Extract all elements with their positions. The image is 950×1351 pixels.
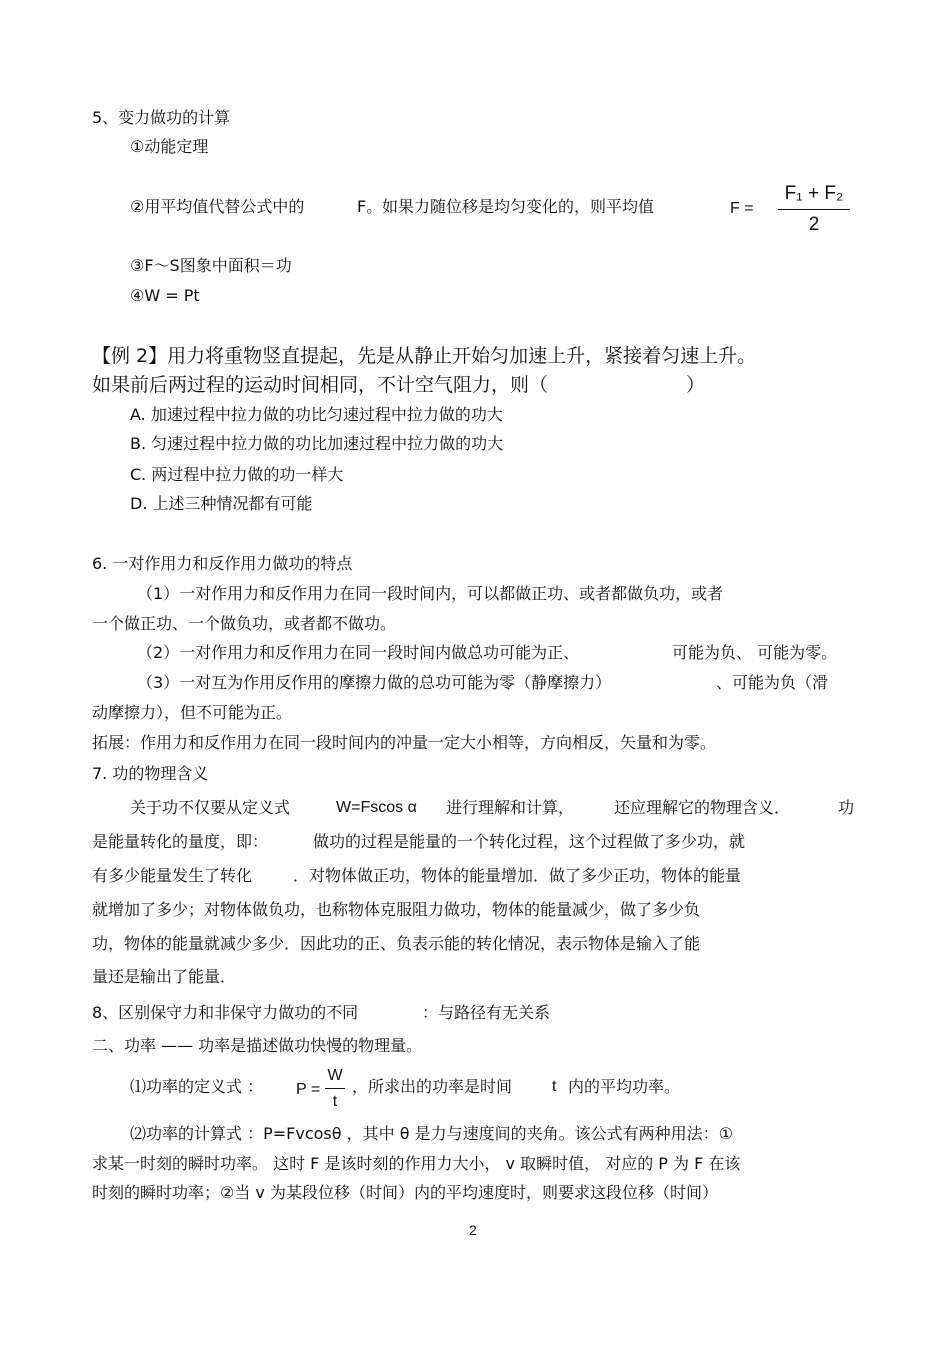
fraction-numerator: F₁ + F₂ bbox=[784, 183, 844, 204]
section7-line5: 功，物体的能量就减少多少．因此功的正、负表示能的转化情况，表示物体是输入了能 bbox=[92, 934, 701, 953]
power-fraction bbox=[323, 1066, 347, 1116]
section6-extension: 拓展：作用力和反作用力在同一段时间内的冲量一定大小相等，方向相反，矢量和为零。 bbox=[92, 733, 717, 752]
power-calc-line3: 时刻的瞬时功率；②当 v 为某段位移（时间）内的平均速度时，则要求这段位移（时间） bbox=[92, 1183, 718, 1202]
average-force-label: F = bbox=[730, 200, 754, 217]
page-number: 2 bbox=[469, 1222, 477, 1238]
example2-line2: 如果前后两过程的运动时间相同，不计空气阻力，则（ bbox=[92, 374, 549, 396]
example2-option-b: B. 匀速过程中拉力做的功比加速过程中拉力做的功大 bbox=[130, 434, 504, 453]
section6-p1-line2: 一个做正功、一个做负功，或者都不做功。 bbox=[92, 614, 397, 633]
power-calc-line2: 求某一时刻的瞬时功率。 这时 F 是该时刻的作用力大小， v 取瞬时值， 对应的 P 为 F 在该 bbox=[92, 1154, 741, 1173]
section7-line3-a: 有多少能量发生了转化 bbox=[92, 866, 253, 885]
power-def-end: 内的平均功率。 bbox=[568, 1077, 681, 1096]
section5-heading: 5、变力做功的计算 bbox=[92, 108, 231, 127]
example2-option-d: D. 上述三种情况都有可能 bbox=[130, 494, 313, 513]
section6-p3-line2: 动摩擦力），但不可能为正。 bbox=[92, 703, 293, 722]
section7-line2-a: 是能量转化的量度，即： bbox=[92, 832, 269, 851]
average-force-fraction bbox=[776, 182, 852, 238]
section7-line2-b: 做功的过程是能量的一个转化过程，这个过程做了多少功，就 bbox=[313, 832, 746, 851]
section7-line3-b: ．对物体做正功，物体的能量增加．做了多少正功，物体的能量 bbox=[293, 866, 742, 885]
example2-answer-blank-close: ） bbox=[686, 374, 706, 396]
fraction-denominator: 2 bbox=[808, 214, 820, 235]
power-fraction-bar bbox=[325, 1088, 345, 1089]
section8-part1: 8、区别保守力和非保守力做功的不同 bbox=[92, 1003, 359, 1022]
work-formula: W=Fscos α bbox=[336, 799, 417, 816]
section7-heading: 7. 功的物理含义 bbox=[92, 764, 209, 783]
section7-line6: 量还是输出了能量． bbox=[92, 967, 237, 986]
section6-heading: 6. 一对作用力和反作用力做功的特点 bbox=[92, 554, 353, 573]
section5-item3: ③F～S图象中面积＝功 bbox=[130, 256, 292, 275]
example2-option-c: C. 两过程中拉力做的功一样大 bbox=[130, 465, 344, 484]
example2-line1: 【例 2】用力将重物竖直提起，先是从静止开始匀加速上升，紧接着匀速上升。 bbox=[92, 345, 757, 367]
section7-line1-a: 关于功不仅要从定义式 bbox=[130, 798, 291, 817]
section5-item2-pre: ②用平均值代替公式中的 bbox=[130, 197, 305, 216]
section5-item1: ①动能定理 bbox=[130, 137, 209, 156]
power-heading: 二、功率 —— 功率是描述做功快慢的物理量。 bbox=[92, 1036, 423, 1055]
power-def-p: P = bbox=[296, 1081, 321, 1098]
section7-line1-d: 还应理解它的物理含义． bbox=[614, 798, 791, 817]
section6-p2-part1: （2）一对作用力和反作用力在同一段时间内做总功可能为正、 bbox=[137, 643, 580, 662]
fraction-bar bbox=[778, 209, 850, 210]
section8-part2: ：与路径有无关系 bbox=[422, 1003, 551, 1022]
power-fraction-denominator: t bbox=[332, 1093, 338, 1110]
section7-line1-e: 功 bbox=[838, 798, 855, 817]
section5-item4: ④W = Pt bbox=[130, 286, 200, 305]
power-def-t: t bbox=[552, 1078, 557, 1095]
section6-p3-part2: 、可能为负（滑 bbox=[716, 673, 829, 692]
section6-p1-line1: （1）一对作用力和反作用力在同一段时间内，可以都做正功、或者都做负功，或者 bbox=[137, 584, 724, 603]
power-calc-line1: ⑵功率的计算式 ：P=Fvcosθ ，其中 θ 是力与速度间的夹角。该公式有两种用法：① bbox=[130, 1124, 733, 1143]
section6-p2-part2: 可能为负、 可能为零。 bbox=[672, 643, 838, 662]
example2-option-a: A. 加速过程中拉力做的功比匀速过程中拉力做的功大 bbox=[130, 405, 503, 424]
section7-line4: 就增加了多少；对物体做负功，也称物体克服阻力做功，物体的能量减少，做了多少负 bbox=[92, 900, 701, 919]
section5-item2-post: 如果力随位移是均匀变化的，则平均值 bbox=[382, 197, 655, 216]
section7-line1-c: 进行理解和计算， bbox=[446, 798, 575, 817]
power-fraction-numerator: W bbox=[327, 1067, 343, 1084]
power-def-post: ，所求出的功率是时间 bbox=[352, 1077, 513, 1096]
power-def-pre: ⑴功率的定义式 ： bbox=[130, 1077, 264, 1096]
section6-p3-part1: （3）一对互为作用反作用的摩擦力做的总功可能为零（静摩擦力） bbox=[137, 673, 612, 692]
section5-item2-f: F。 bbox=[357, 197, 383, 216]
